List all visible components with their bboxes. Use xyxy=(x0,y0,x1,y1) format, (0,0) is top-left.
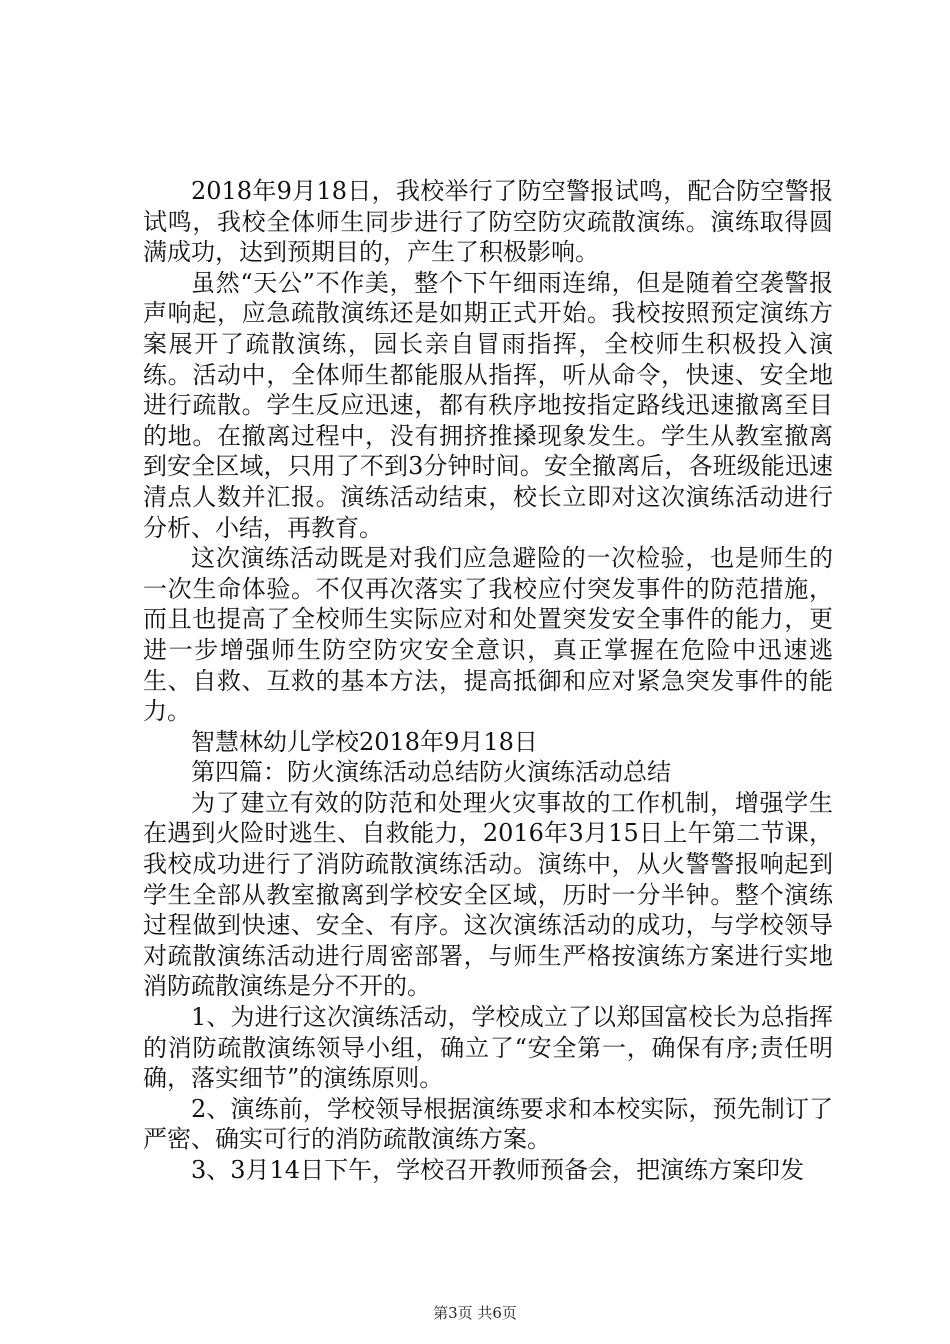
document-body xyxy=(143,176,833,1186)
paragraph-signature: 智慧林幼儿学校2018年9月18日 xyxy=(191,727,538,756)
paragraph-drill-summary: 2018年9月18日，我校举行了防空警报试鸣，配合防空警报试鸣，我校全体师生同步进行了防空防灾疏散演练。演练取得圆满成功，达到预期目的，产生了积极影响。 xyxy=(143,177,833,267)
paragraph-drill-significance: 这次演练活动既是对我们应急避险的一次检验，也是师生的一次生命体验。不仅再次落实了我校应付突发事件的防范措施，而且也提高了全校师生实际应对和处置突发安全事件的能力，更进一步增强师生防空防灾安全意识，真正掌握在危险中迅速逃生、自救、互救的基本方法，提高抵御和应对紧急突发事件的能力。 xyxy=(143,544,833,726)
list-item-2: 2、演练前，学校领导根据演练要求和本校实际，预先制订了严密、确实可行的消防疏散演练方案。 xyxy=(143,1094,833,1154)
section-heading: 第四篇：防火演练活动总结防火演练活动总结 xyxy=(191,758,671,787)
paragraph-drill-process: 虽然“天公”不作美，整个下午细雨连绵，但是随着空袭警报声响起，应急疏散演练还是如期正式开始。我校按照预定演练方案展开了疏散演练，园长亲自冒雨指挥，全校师生积极投入演练。活动中，全体师生都能服从指挥，听从命令，快速、安全地进行疏散。学生反应迅速，都有秩序地按指定路线迅速撤离至目的地。在撤离过程中，没有拥挤推搡现象发生。学生从教室撤离到安全区域，只用了不到3分钟时间。安全撤离后，各班级能迅速清点人数并汇报。演练活动结束，校长立即对这次演练活动进行分析、小结，再教育。 xyxy=(143,268,833,542)
list-item-1: 1、为进行这次演练活动，学校成立了以郑国富校长为总指挥的消防疏散演练领导小组，确立了“安全第一，确保有序;责任明确，落实细节”的演练原则。 xyxy=(143,1003,833,1093)
paragraph-fire-drill-intro: 为了建立有效的防范和处理火灾事故的工作机制，增强学生在遇到火险时逃生、自救能力，2016年3月15日上午第二节课，我校成功进行了消防疏散演练活动。演练中，从火警警报响起到学生全部从教室撤离到学校安全区域，历时一分半钟。整个演练过程做到快速、安全、有序。这次演练活动的成功，与学校领导对疏散演练活动进行周密部署，与师生严格按演练方案进行实地消防疏散演练是分不开的。 xyxy=(143,788,833,1001)
list-item-3: 3、3月14日下午，学校召开教师预备会，把演练方案印发 xyxy=(191,1156,805,1184)
page-number-footer: 第3页 共6页 xyxy=(433,1304,517,1322)
